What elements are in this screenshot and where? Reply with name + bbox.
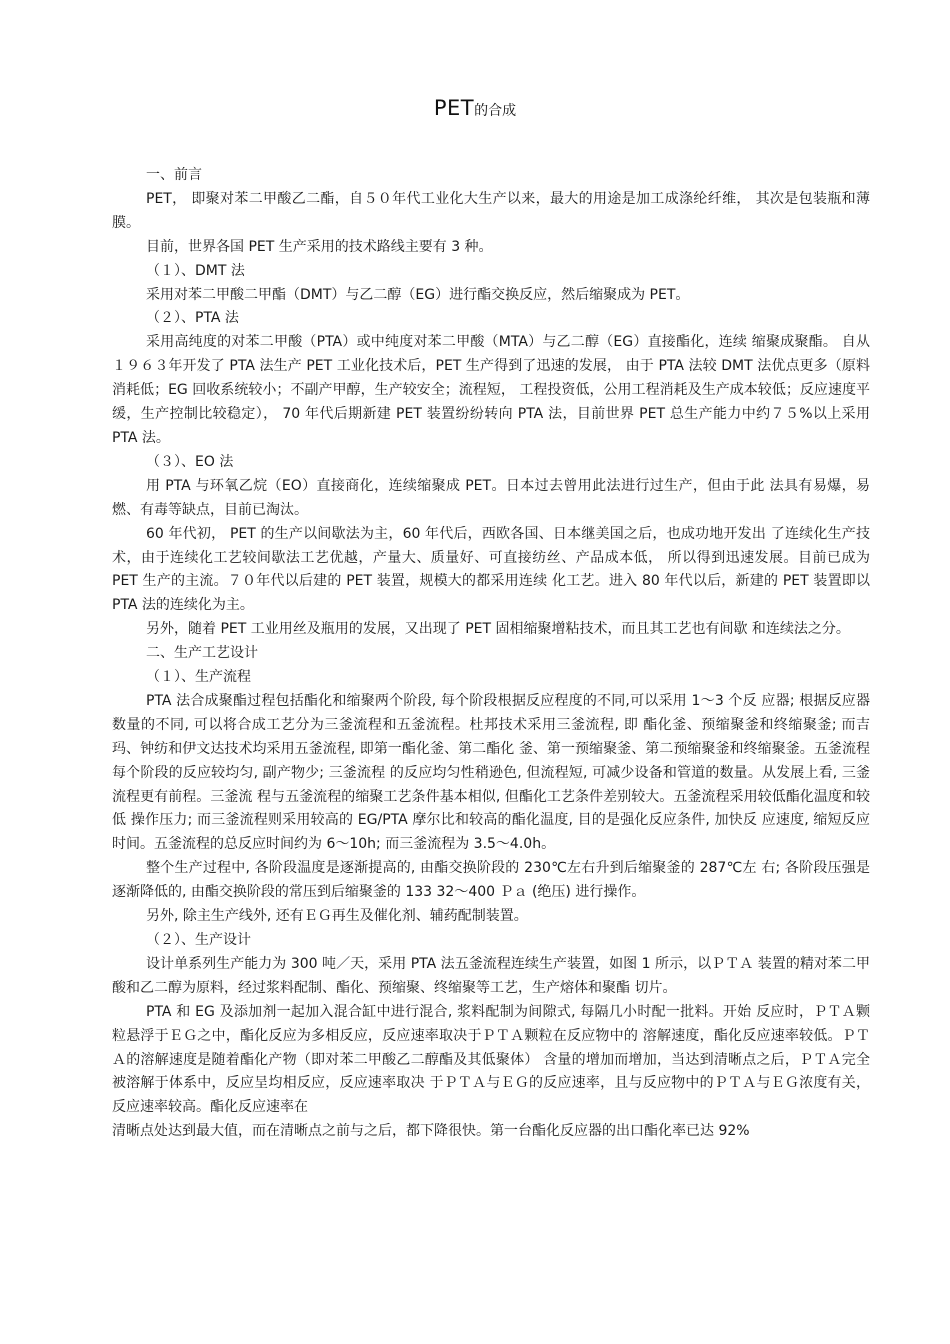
subsection-heading-flow: （１）、生产流程 (146, 669, 251, 686)
page-title (0, 96, 950, 120)
paragraph: 另外, 除主生产线外, 还有ＥＧ再生及催化剂、辅药配制装置。 (146, 908, 528, 925)
title-main: PET (433, 96, 475, 120)
paragraph: PET， 即聚对苯二甲酸乙二酯，自５０年代工业化大生产以来，最大的用途是加工成涤纶纤维， 其次是包装瓶和薄膜。 (112, 190, 870, 231)
paragraph: 采用高纯度的对苯二甲酸（PTA）或中纯度对苯二甲酸（MTA）与乙二醇（EG）直接酯化，连续 缩聚成聚酯。 自从１９６３年开发了 PTA 法生产 PET 工业化技术后，PET 生产得到了迅速的发展， 由于 PTA 法较 DMT 法优点更多（原料消耗低；EG 回收系统较小；不副产甲醇，生产较安全；流程短， 工程投资低，公用工程消耗及生产成本较低；反应速度平缓，生产控制比较稳定）， 70 年代后期新建 PET 装置纷纷转向 PTA 法，目前世界 PET 总生产能力中约７５%以上采用 PTA 法。 (112, 334, 870, 446)
paragraph: 设计单系列生产能力为 300 吨／天，采用 PTA 法五釜流程连续生产装置，如图 1 所示，以ＰＴＡ 装置的精对苯二甲酸和乙二醇为原料，经过浆料配制、酯化、预缩聚、终缩聚等工艺，生产熔体和聚酯 切片。 (112, 955, 870, 996)
paragraph: 另外，随着 PET 工业用丝及瓶用的发展，又出现了 PET 固相缩聚增粘技术，而且其工艺也有间歇 和连续法之分。 (146, 621, 850, 638)
paragraph: 清晰点处达到最大值，而在清晰点之前与之后，都下降很快。第一台酯化反应器的出口酯化率已达 92% (112, 1123, 750, 1140)
section-heading-preface: 一、前言 (146, 167, 202, 183)
document-body (112, 164, 870, 1144)
paragraph: 60 年代初， PET 的生产以间歇法为主，60 年代后，西欧各国、日本继美国之后，也成功地开发出 了连续化生产技术，由于连续化工艺较间歇法工艺优越，产量大、质量好、可直接纺丝、产品成本低， 所以得到迅速发展。目前已成为 PET 生产的主流。７０年代以后建的 PET 装置，规模大的都采用连续 化工艺。进入 80 年代以后，新建的 PET 装置即以 PTA 法的连续化为主。 (112, 525, 870, 614)
paragraph: 整个生产过程中, 各阶段温度是逐渐提高的, 由酯交换阶段的 230℃左右升到后缩聚釜的 287℃左 右; 各阶段压强是逐渐降低的, 由酯交换阶段的常压到后缩聚釜的 133 32～400 Ｐａ (绝压) 进行操作。 (112, 860, 870, 901)
subsection-heading-production-design: （２）、生产设计 (146, 932, 251, 948)
paragraph: 采用对苯二甲酸二甲酯（DMT）与乙二醇（EG）进行酯交换反应，然后缩聚成为 PET。 (146, 286, 690, 303)
paragraph: PTA 法合成聚酯过程包括酯化和缩聚两个阶段, 每个阶段根据反应程度的不同,可以采用 1～3 个反 应器; 根据反应器数量的不同, 可以将合成工艺分为三釜流程和五釜流程。杜邦技术采用三釜流程, 即 酯化釜、预缩聚釜和终缩聚釜; 而吉玛、钟纺和伊文达技术均采用五釜流程, 即第一酯化釜、第二酯化 釜、第一预缩聚釜、第二预缩聚釜和终缩聚釜。五釜流程每个阶段的反应较均匀, 副产物少; 三釜流程 的反应均匀性稍逊色, 但流程短, 可减少设备和管道的数量。从发展上看, 三釜流程更有前程。三釜流 程与五釜流程的缩聚工艺条件基本相似, 但酯化工艺条件差别较大。五釜流程采用较低酯化温度和较低 操作压力; 而三釜流程则采用较高的 EG/PTA 摩尔比和较高的酯化温度, 目的是强化反应条件, 加快反 应速度, 缩短反应时间。五釜流程的总反应时间约为 6～10h; 而三釜流程为 3.5～4.0h。 (112, 692, 870, 853)
paragraph: 目前，世界各国 PET 生产采用的技术路线主要有 3 种。 (146, 238, 493, 255)
subsection-heading-eo: （３）、EO 法 (146, 453, 234, 470)
subsection-heading-pta: （２）、PTA 法 (146, 310, 239, 327)
paragraph: 用 PTA 与环氧乙烷（EO）直接商化，连续缩聚成 PET。日本过去曾用此法进行过生产，但由于此 法具有易爆，易燃、有毒等缺点，目前已淘汰。 (112, 477, 870, 518)
section-heading-process-design: 二、生产工艺设计 (146, 645, 258, 662)
title-sub: 的合成 (474, 103, 517, 119)
subsection-heading-dmt: （１）、DMT 法 (146, 262, 245, 279)
paragraph: PTA 和 EG 及添加剂一起加入混合缸中进行混合, 浆料配制为间隙式, 每隔几小时配一批料。开始 反应时，ＰＴＡ颗粒悬浮于ＥＧ之中，酯化反应为多相反应，反应速率取决于ＰＴＡ颗粒在反应物中的 溶解速度，酯化反应速率较低。ＰＴＡ的溶解速度是随着酯化产物（即对苯二甲酸乙二醇酯及其低聚体） 含量的增加而增加，当达到清晰点之后，ＰＴＡ完全被溶解于体系中，反应呈均相反应，反应速率取决 于ＰＴＡ与ＥＧ的反应速率，且与反应物中的ＰＴＡ与ＥＧ浓度有关，反应速率较高。酯化反应速率在 (112, 1003, 870, 1116)
